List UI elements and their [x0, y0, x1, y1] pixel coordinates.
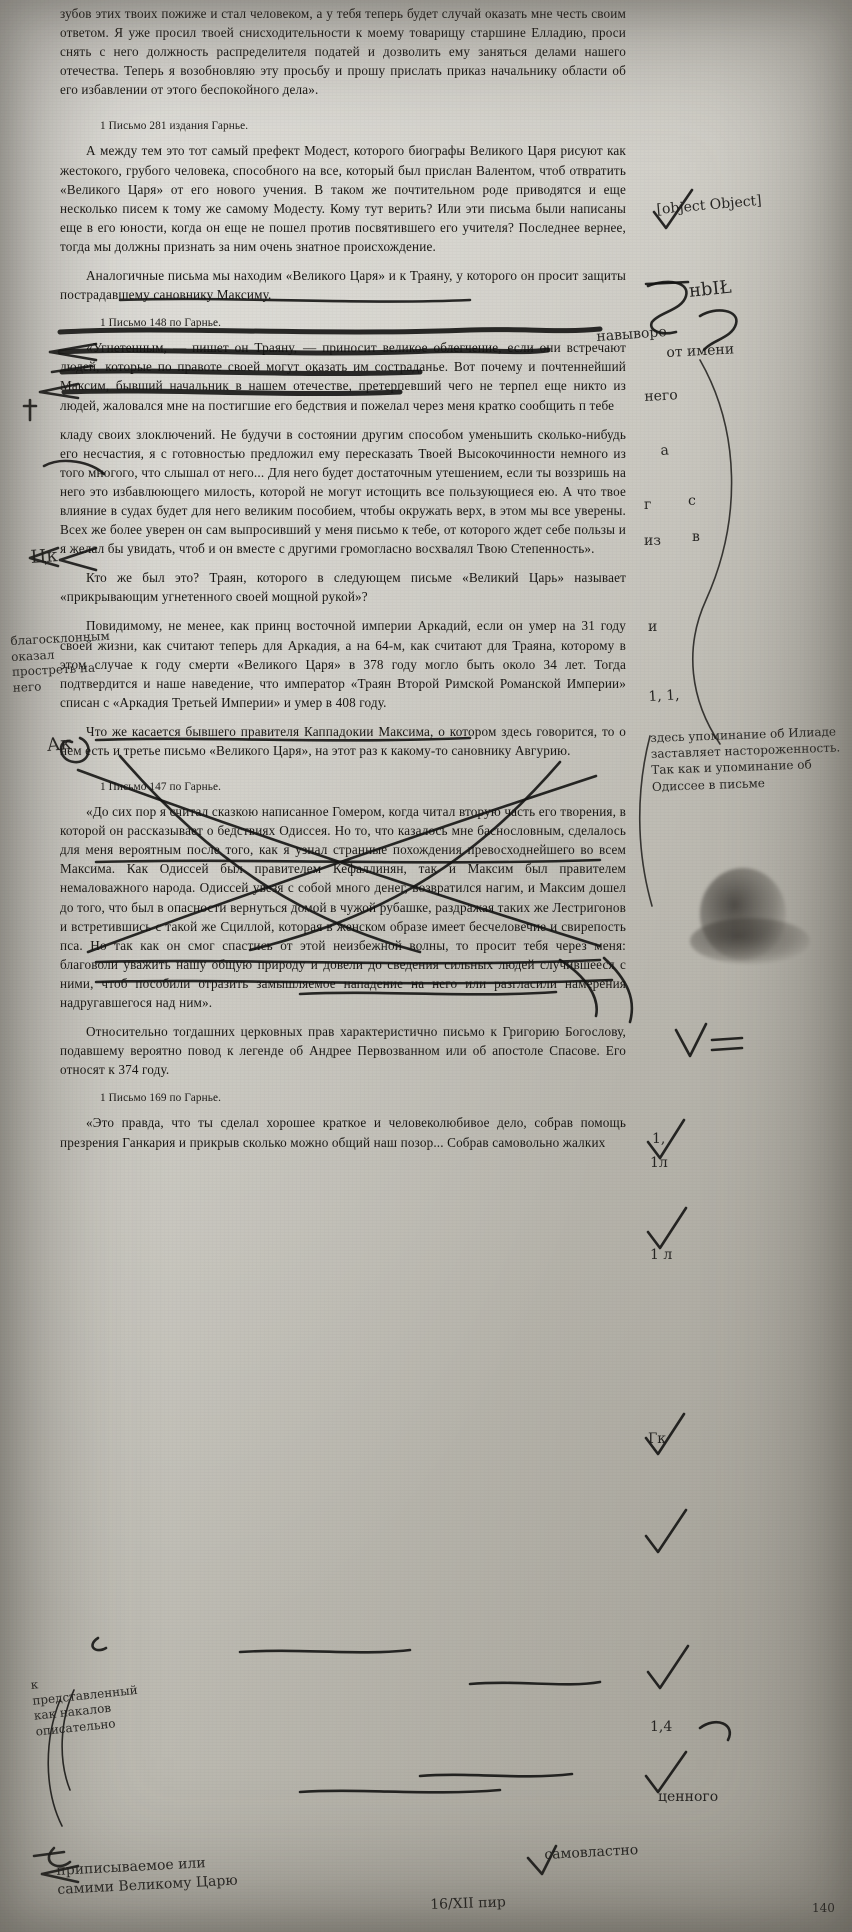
margin-note: 1,: [652, 1131, 666, 1147]
paragraph: «Это правда, что ты сделал хорошее краткое и человеколюбивое дело, собрав помощь презрения Ганкария и прикрыв сколько можно общий наш позор... Собрав самовольно жалких: [60, 1115, 626, 1150]
margin-note-bottom: приписываемое или самими Великому Царю: [56, 1855, 238, 1898]
paragraph: Что же касается бывшего правителя Каппадокии Максима, о котором здесь говорится, то о нем есть и третье письмо «Великого Царя», на этот раз к какому-то сановнику Авгурию.: [60, 723, 626, 758]
margin-arc: [693, 360, 732, 744]
v-equals-mark: [676, 1024, 742, 1056]
paragraph: «До сих пор я считал сказкою написанное Гомером, когда читал вторую часть его творения, в которой он рассказывает о бедствиях Одиссея. Но то, что казалось мне баснословным, сделалось для меня вероятным после того, как я узнал странные похождения превосходнейшего во всем Максима. Как Одиссей был правителем Кефаллинян, так и Максим был правителем немаловажного народа. Одиссей увезя с собой много денег, возвратился нагим, и Максим дошел до того, что был в опасности вернуться домой в чужой рубашке, раздражая таких же Лестригонов и встретившись с такой же Сциллой, которая в женском образе имеет бесчеловечие и свирепость пса. Но так как он смог спастись от этой неизбежной волны, то просит тебя через меня: благоволи уважить нашу общую природу и довели до сведения сильных людей случившееся с ними, чтоб пособили отразить замышляемое нападение на него или разгласили намерения надругавшегося над ним».: [60, 804, 626, 1011]
margin-note-left: к представленный как накалов описательно: [30, 1677, 139, 1739]
margin-note: нbIŁ: [687, 276, 733, 302]
ink-smudge-2: [690, 918, 810, 964]
paragraph: кладу своих злоключений. Не будучи в состоянии другим способом уменьшить сколько-нибудь его несчастия, я с готовностью предложил ему пересказать Твоей Высокочинности немного из того многого, что слышал от него... Для него будет достаточным утешением, если ты воззришь на него это избавлюющего милость, которой не могут истощить все пользующиеся ею. А что твое влияние в судах будет для него великим пособием, чтобы окружать верх, в этом мы все уверены. Всех же более уверен он сам выпросивший у меня письмо к тебе, от которого ждет себе пользы и я желал бы увидать, чтоб и он вместе с другими громогласно восхвалял Твою Степенность».: [60, 426, 626, 557]
margin-note: 1,4: [650, 1719, 673, 1735]
right-margin-checks: [646, 1120, 730, 1792]
margin-note: и: [648, 619, 658, 635]
margin-note: с: [688, 493, 696, 509]
paragraph: «Угнетенным, — пишет он Траяну, — приносит великое облегчение, если они встречают людей, которые по правоте своей могут оказать им состраданье. Вот почему и почтеннейший Максим, бывший начальник в нашем отечестве, претерпевший чего не терпел еще никто из людей, жаловался мне на постигшие его бедствия и пожелал через меня кратко сообщить п тебе: [60, 340, 626, 413]
margin-note: в: [692, 529, 700, 545]
margin-note: из: [644, 533, 661, 549]
margin-note-left: Цк: [29, 545, 59, 568]
margin-note-left: Ак: [45, 732, 73, 756]
margin-note: 1, 1,: [647, 687, 680, 705]
footnote: 1 Письмо 147 по Гарнье.: [100, 781, 221, 794]
margin-note: [object Object]: [655, 192, 763, 218]
samovlastno-note: самовластно: [543, 1842, 639, 1863]
margin-note: 1 л: [650, 1247, 673, 1263]
footnote: 1 Письмо 148 по Гарнье.: [100, 317, 221, 330]
margin-note: него: [643, 387, 679, 405]
page-folio: 140: [812, 1901, 835, 1915]
margin-note: от имени: [665, 341, 735, 361]
paragraph: зубов этих твоих пожиже и стал человеком, а у тебя теперь будет случай оказать мне честь своим ответом. Я уже просил твоей снисходительности к моему товарищу старшине Елладию, проси снять с него должность распределителя податей и дозволить ему заняться делами нашего отечества. Теперь я возобновляю эту просьбу и прошу прислать приказ начальнику области об его избавлении от этого беспокойного дела».: [60, 6, 626, 98]
margin-note-block: здесь упоминание об Илиаде заставляет настороженность. Так как и упоминание об Одиссее в письме: [650, 724, 841, 794]
margin-note-left: благосклонным оказал простреть на него: [10, 628, 111, 695]
paragraph: Относительно тогдашних церковных прав характеристично письмо к Григорию Богослову, подавшему вероятно повод к легенде об Андрее Первозванном или об апостоле Спасове. Его относят к 374 году.: [60, 1024, 626, 1078]
paragraph: А между тем это тот самый префект Модест, которого биографы Великого Царя рисуют как жестокого, грубого человека, способного на все, который был прислан Валентом, чтоб отвратить «Великого Царя» от его нового учения. В таком же почтительном роде приводятся и еще несколько писем к тому же самому Модесту. Кому тут верить? Или эти письма были написаны еще в его юности, когда он еще не пошел против посвятившего его учителя? Последнее вернее, тогда мы должны признать за ним очень знатное происхождение.: [60, 143, 626, 254]
margin-note: Гк: [648, 1431, 667, 1447]
text-column: [60, 0, 626, 1152]
margin-note: а: [659, 442, 670, 459]
paragraph: Повидимому, не менее, как принц восточной империи Аркадий, если он умер на 31 году своей жизни, как считают теперь для Аркадия, а на 64-м, как считают для Траяна, которому в этом случае к году смерти «Великого Царя» в 378 году могло быть около 34 лет. Тогда подтвердится и наше наведение, что император «Траян Второй Римской Романской Империи» списан с «Аркадия Третьей Империи» и умер в 408 году.: [60, 618, 626, 710]
margin-note: навыворо: [595, 324, 668, 345]
footnote: 1 Письмо 281 издания Гарнье.: [100, 120, 249, 133]
footnote: 1 Письмо 169 по Гарнье.: [100, 1092, 221, 1105]
date-note: 16/XII пир: [429, 1894, 507, 1913]
paragraph: Кто же был это? Траян, которого в следующем письме «Великий Царь» называет «прикрывающим угнетенного своей мощной рукой»?: [60, 570, 626, 605]
paragraph: Аналогичные письма мы находим «Великого Царя» и к Траяну, у которого он просит защиты пострадавшему сановнику Максиму.: [60, 268, 626, 303]
strikethrough-lines-3: [240, 1650, 600, 1792]
margin-note: г: [644, 497, 652, 513]
margin-note: ценного: [658, 1789, 719, 1805]
margin-note: 1л: [650, 1155, 668, 1171]
